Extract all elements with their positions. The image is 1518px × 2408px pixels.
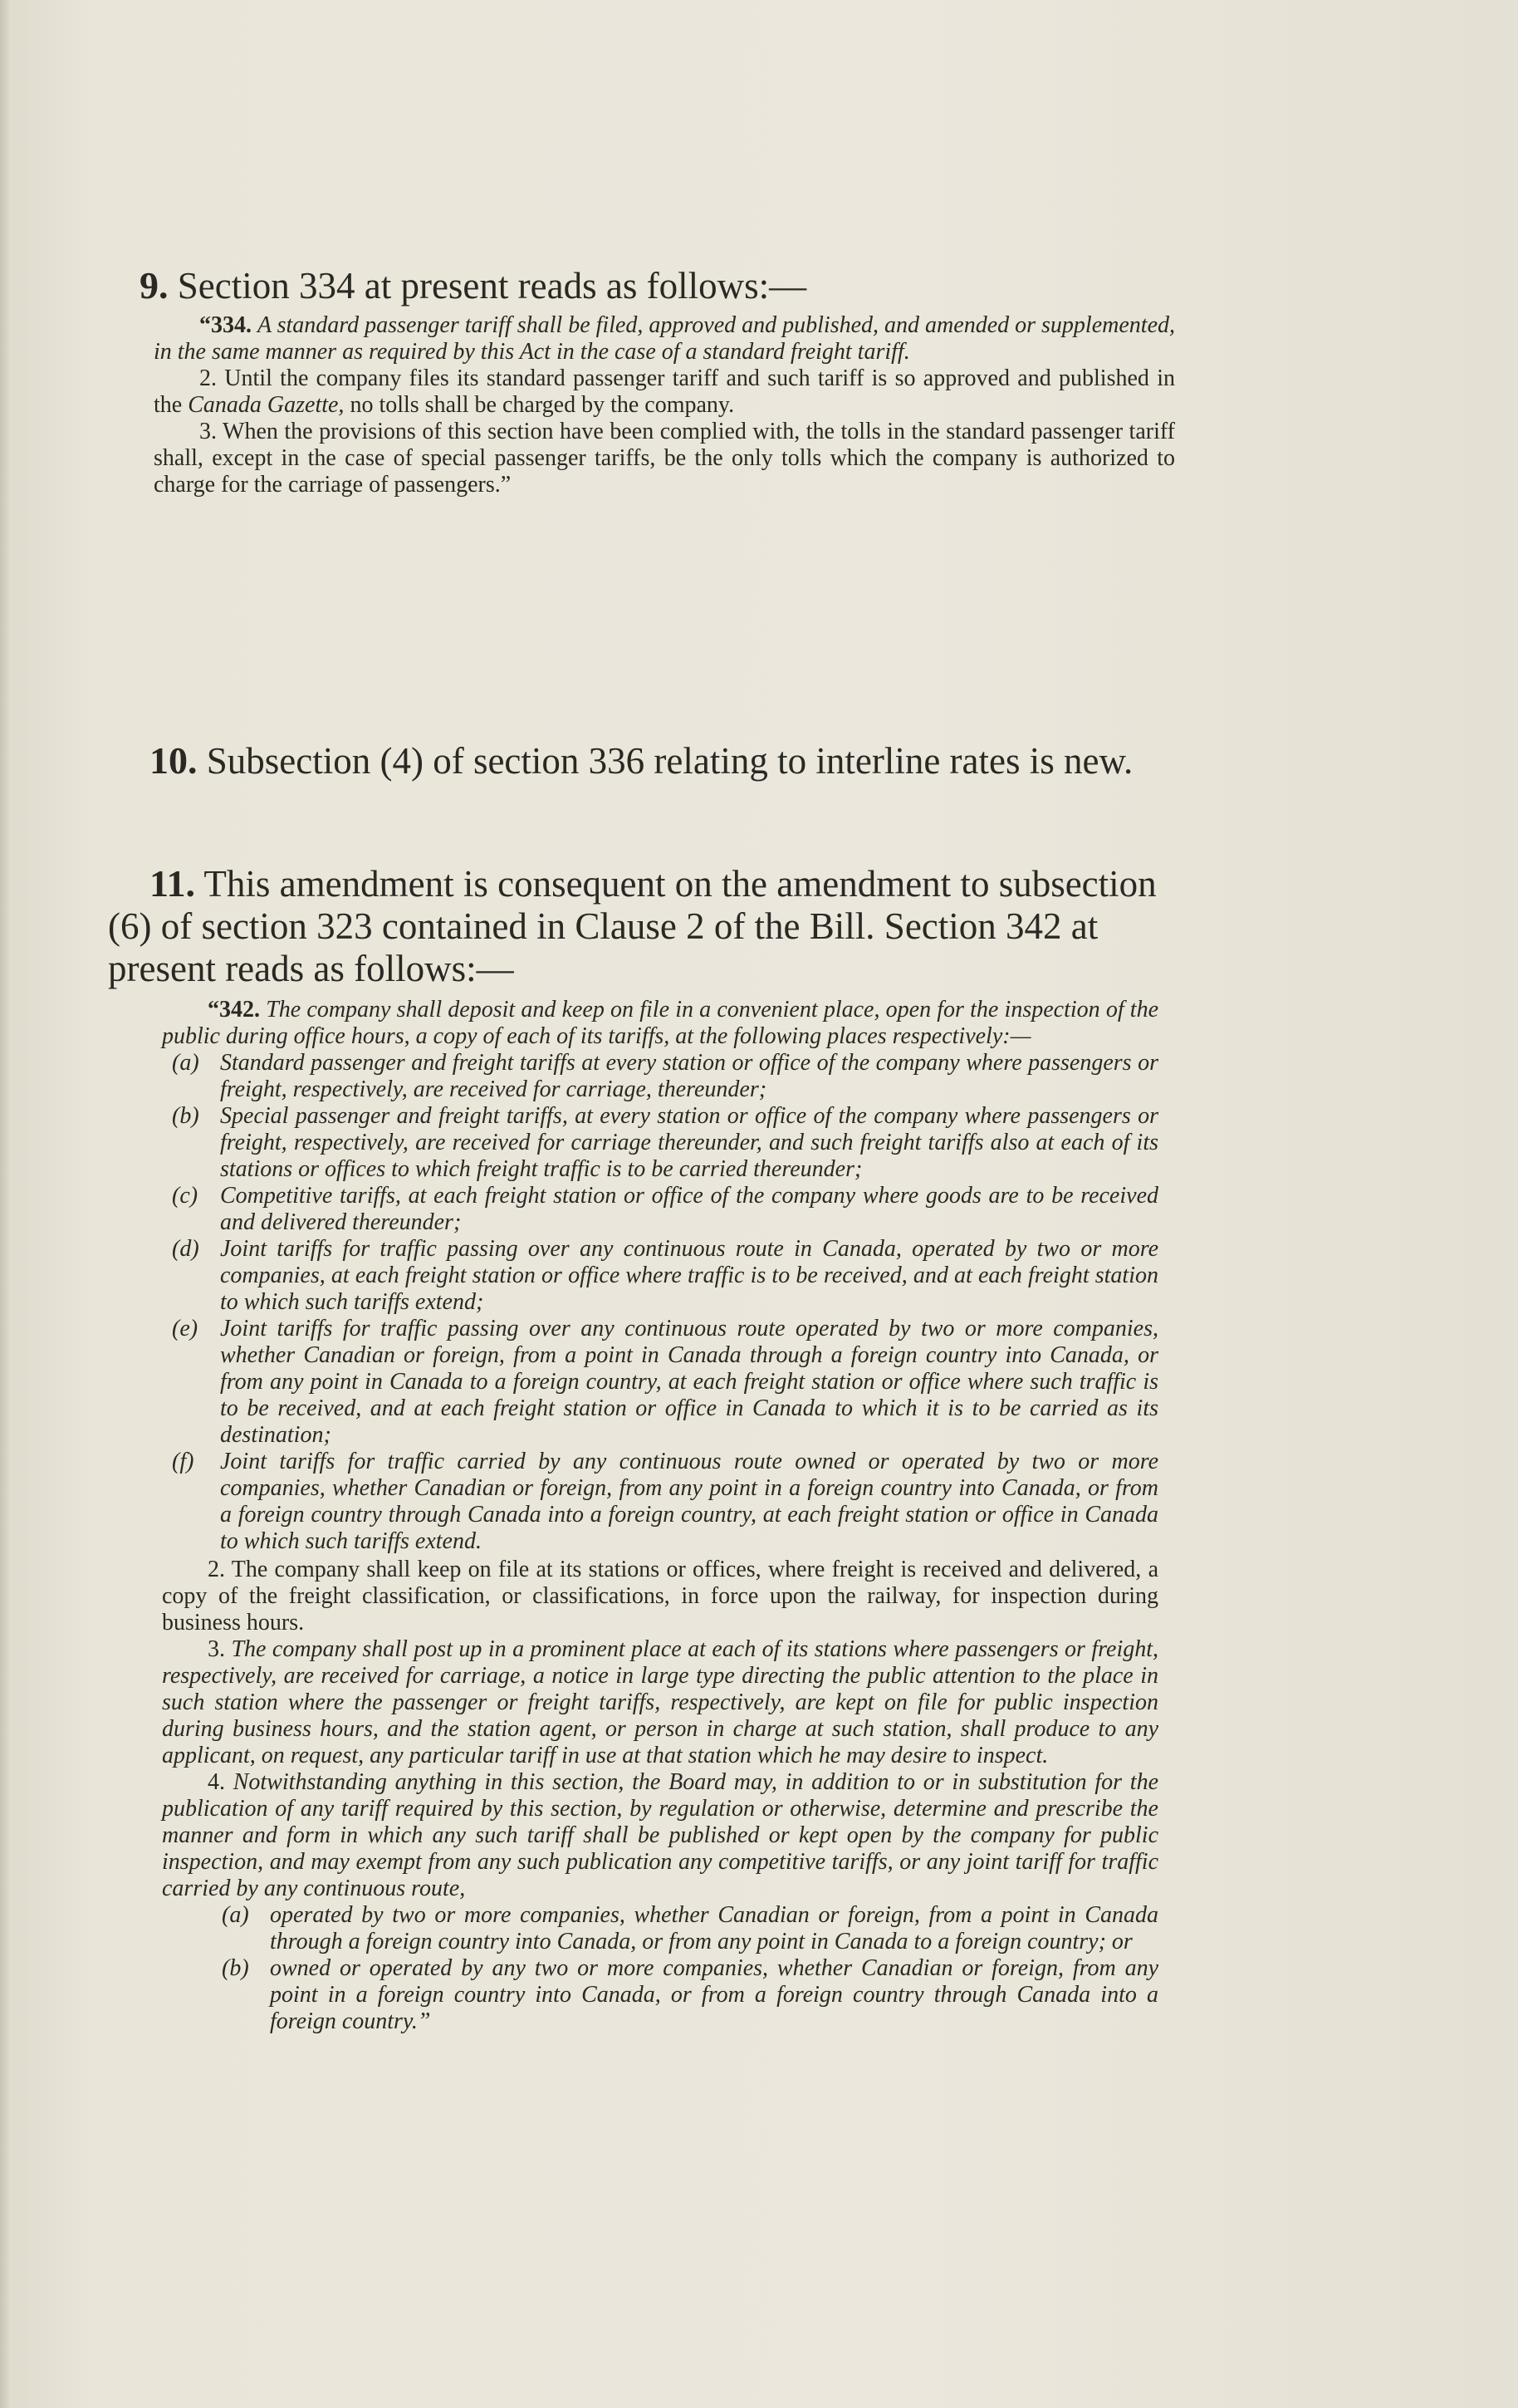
section-11-quote-number: “342. [208, 997, 260, 1023]
item-text: Joint tariffs for traffic passing over any continuous route operated by two or more companies, whether Canadian or foreign, from a point in Canada through a foreign country into Canada, or from any point in Canada to a foreign country, at each freight station or office where such traffic is to be received, and at each freight station or office in Canada to which it is to be carried as its destination; [220, 1316, 1158, 1448]
section-11-para-3-number: 3. [208, 1636, 225, 1662]
item-text: operated by two or more companies, whether Canadian or foreign, from a point in Canada through a foreign country into Canada, or from any point in Canada to a foreign country; or [270, 1902, 1158, 1954]
item-text: Standard passenger and freight tariffs at every station or office of the company where passengers or freight, respectively, are received for carriage, thereunder; [220, 1050, 1158, 1102]
section-11-text-block [108, 862, 1158, 990]
section-11-para-2: 2. The company shall keep on file at its stations or offices, where freight is received and delivered, a copy of the freight classification, or classifications, in force upon the railway, for inspection during business hours. [162, 1557, 1158, 1636]
section-9-heading-text: Section 334 at present reads as follows:— [177, 265, 807, 307]
item-text: owned or operated by any two or more companies, whether Canadian or foreign, from any point in a foreign country into Canada, or from a foreign country through Canada into a foreign country.” [270, 1955, 1158, 2034]
section-9-para-1 [154, 312, 1175, 365]
section-11-para-4-text: Notwithstanding anything in this section, the Board may, in addition to or in substitution for the publication of any tariff required by this section, by regulation or otherwise, determine and prescribe the manner and form in which any such tariff shall be published or kept open by the company for public inspection, and may exempt from any such publication any competitive tariffs, or any joint tariff for traffic carried by any continuous route, [162, 1769, 1159, 1901]
section-9-number: 9. [140, 264, 169, 307]
list-item [162, 1103, 1158, 1183]
section-10-text: Subsection (4) of section 336 relating to interline rates is new. [206, 740, 1134, 782]
section-9-para-2-prefix: 2. Until the company files its standard passenger tariff and such tariff is so approved and published in the [154, 365, 1175, 418]
item-label: (f) [172, 1449, 194, 1474]
item-label: (e) [172, 1316, 198, 1341]
list-item [162, 1316, 1158, 1449]
section-11-para-4-number: 4. [208, 1769, 225, 1795]
list-item [162, 1449, 1158, 1555]
list-item [162, 1955, 1158, 2035]
section-11-para-3 [162, 1636, 1158, 1769]
item-label: (a) [172, 1050, 199, 1076]
list-item [162, 1236, 1158, 1316]
section-11-items [162, 1050, 1158, 1555]
section-10 [108, 739, 1158, 782]
section-9-quote [154, 312, 1175, 498]
item-label: (b) [222, 1955, 249, 1981]
item-text: Competitive tariffs, at each freight station or office of the company where goods are to be received and delivered thereunder; [220, 1183, 1158, 1235]
section-9-para-2 [154, 365, 1175, 419]
section-11-para-3-text: The company shall post up in a prominent place at each of its stations where passengers or freight, respectively, are received for carriage, a notice in large type directing the public attention to the place in such station where the passenger or freight tariffs, respectively, are kept on file for public inspection during business hours, and the station agent, or person in charge at such station, shall produce to any applicant, on request, any particular tariff in use at that station which he may desire to inspect. [162, 1636, 1158, 1768]
list-item [162, 1902, 1158, 1955]
section-11-para-4-items [162, 1902, 1158, 2035]
item-text: Joint tariffs for traffic carried by any continuous route owned or operated by two or more companies, whether Canadian or foreign, from any point in a foreign country into Canada, or from a foreign country through Canada into a foreign country, at each freight station or office in Canada to which such tariffs extend. [220, 1449, 1158, 1554]
section-9-para-1-text: A standard passenger tariff shall be filed, approved and published, and amended or supplemented, in the same manner as required by this Act in the case of a standard freight tariff. [154, 312, 1175, 365]
binding-edge [0, 0, 12, 2408]
section-11-intro-text: The company shall deposit and keep on file in a convenient place, open for the inspection of the public during office hours, a copy of each of its tariffs, at the following places respectively:— [162, 997, 1158, 1049]
section-9-quote-number: “334. [199, 312, 252, 338]
item-text: Joint tariffs for traffic passing over any continuous route in Canada, operated by two or more companies, at each freight station or office where traffic is to be received, and at each freight station to which such tariffs extend; [220, 1236, 1158, 1315]
section-9-heading [140, 264, 1175, 307]
item-label: (a) [222, 1902, 249, 1928]
section-9-para-2-suffix: no tolls shall be charged by the company. [350, 392, 735, 418]
section-10-number: 10. [149, 739, 198, 782]
item-label: (b) [172, 1103, 199, 1129]
section-9-para-3: 3. When the provisions of this section have been complied with, the tolls in the standard passenger tariff shall, except in the case of special passenger tariffs, be the only tolls which the company is authorized to charge for the carriage of passengers.” [154, 419, 1175, 498]
section-11 [108, 862, 1158, 2035]
section-10-text-block [108, 739, 1158, 782]
item-text: Special passenger and freight tariffs, at every station or office of the company where passengers or freight, respectively, are received for carriage thereunder, and such freight tariffs also at each of its stations or offices to which freight traffic is to be carried thereunder; [220, 1103, 1158, 1182]
section-11-intro [162, 997, 1158, 1050]
list-item [162, 1183, 1158, 1236]
section-11-text: This amendment is consequent on the amendment to subsection (6) of section 323 contained in Clause 2 of the Bill. Section 342 at present reads as follows:— [108, 863, 1157, 989]
item-label: (c) [172, 1183, 198, 1209]
item-label: (d) [172, 1236, 199, 1262]
section-11-quote [162, 997, 1158, 2035]
list-item [162, 1050, 1158, 1103]
section-11-para-4 [162, 1769, 1158, 1902]
section-11-number: 11. [149, 862, 195, 905]
section-9 [133, 264, 1175, 498]
section-9-para-2-italic: Canada Gazette, [188, 392, 345, 418]
